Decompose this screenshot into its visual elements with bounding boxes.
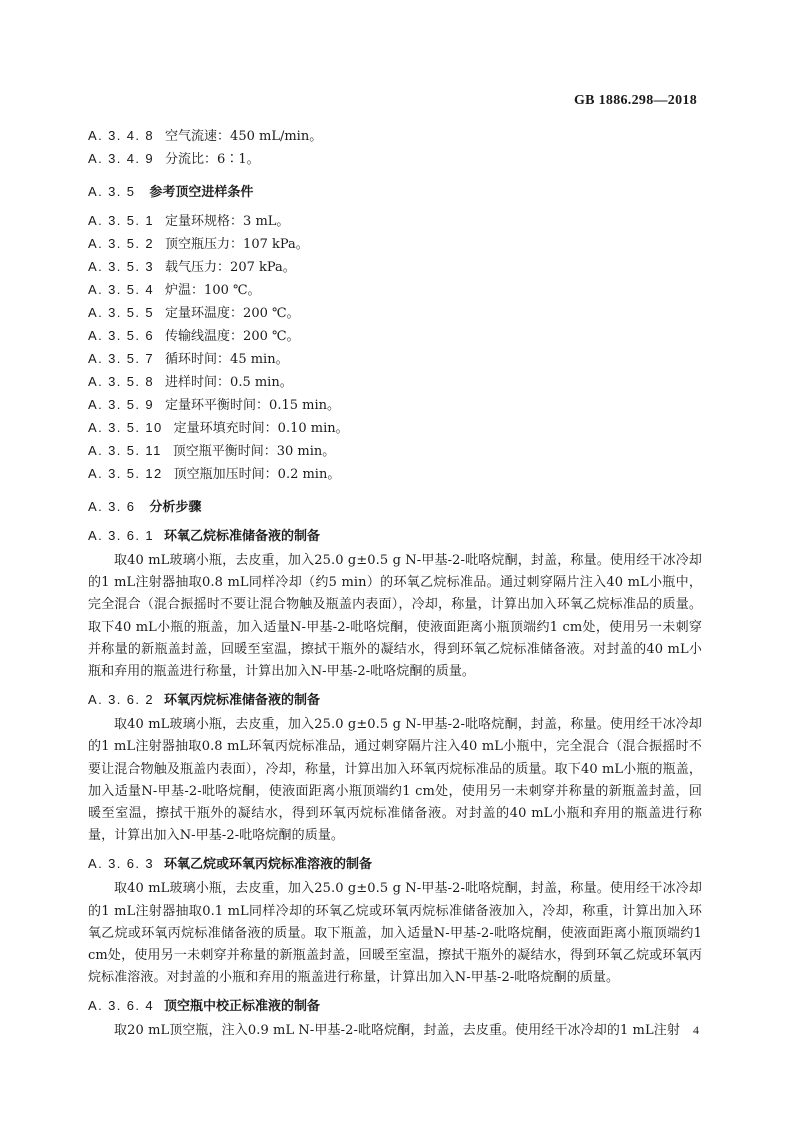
- section-heading-a35: [88, 181, 702, 204]
- clause-text: 传输线温度：200 ℃。: [165, 329, 300, 344]
- clause-text: 载气压力：207 kPa。: [165, 260, 296, 275]
- subsection-heading-a361: [88, 525, 702, 548]
- clause-text: 定量环填充时间：0.10 min。: [173, 421, 349, 436]
- clause-number: A. 3. 5. 11: [88, 443, 162, 458]
- clause-number: A. 3. 5. 7: [88, 351, 155, 366]
- clause-item: [88, 348, 702, 371]
- clause-text: 定量环温度：200 ℃。: [165, 306, 300, 321]
- clause-item: [88, 394, 702, 417]
- clause-item: [88, 371, 702, 394]
- subsection-title: 环氧乙烷标准储备液的制备: [164, 529, 321, 544]
- section-title: 分析步骤: [149, 500, 202, 515]
- subsection-heading-a364: [88, 995, 702, 1018]
- clause-item: [88, 279, 702, 302]
- clause-text: 定量环平衡时间：0.15 min。: [165, 398, 340, 413]
- clause-item: [88, 210, 702, 233]
- clause-text: 顶空瓶压力：107 kPa。: [165, 237, 309, 252]
- subsection-number: A. 3. 6. 3: [88, 856, 155, 872]
- clause-text: 空气流速：450 mL/min。: [165, 129, 323, 144]
- subsection-title: 环氧丙烷标准储备液的制备: [164, 693, 321, 709]
- paragraph-a362: 取40 mL玻璃小瓶，去皮重，加入25.0 g±0.5 g N-甲基-2-吡咯烷酮，封盖，称量。使用经干冰冷却的1 mL注射器抽取0.8 mL环氧丙烷标准品，通过刺穿隔片注入40 mL小瓶中，完全混合（混合振摇时不要让混合物触及瓶盖内表面），冷却，称量，计算出加入环氧丙烷标准品的质量。取下40 mL小瓶的瓶盖，加入适量N-甲基-2-吡咯烷酮，使液面距离小瓶顶端约1 cm处，使用另一未刺穿并称量的新瓶盖封盖，回暖至室温，擦拭干瓶外的凝结水，得到环氧丙烷标准储备液。对封盖的40 mL小瓶和弃用的瓶盖进行称量，计算出加入N-甲基-2-吡咯烷酮的质量。: [88, 717, 702, 844]
- clause-number: A. 3. 5. 9: [88, 397, 155, 412]
- clause-number: A. 3. 5. 10: [88, 420, 163, 435]
- clause-item: [88, 233, 702, 256]
- document-body: [88, 125, 702, 1047]
- clause-item: [88, 125, 702, 148]
- clause-text: 循环时间：45 min。: [165, 352, 289, 367]
- clause-item: [88, 302, 702, 325]
- section-title: 参考顶空进样条件: [149, 185, 254, 200]
- clause-text: 顶空瓶平衡时间：30 min。: [172, 444, 336, 459]
- clause-number: A. 3. 5. 12: [88, 466, 163, 481]
- clause-item: [88, 148, 702, 171]
- clause-number: A. 3. 5. 5: [88, 305, 155, 320]
- clause-number: A. 3. 5. 2: [88, 236, 155, 251]
- clause-number: A. 3. 5. 4: [88, 282, 155, 297]
- clause-number: A. 3. 5. 6: [88, 328, 155, 343]
- clause-number: A. 3. 5. 3: [88, 259, 155, 274]
- paragraph-a364: 取20 mL顶空瓶，注入0.9 mL N-甲基-2-吡咯烷酮，封盖，去皮重。使用经干冰冷却的1 mL注射: [114, 1023, 680, 1039]
- clause-number: A. 3. 5. 8: [88, 374, 155, 389]
- clause-number: A. 3. 4. 8: [88, 128, 155, 143]
- clause-item: [88, 325, 702, 348]
- clause-group-a34: [88, 125, 702, 171]
- subsection-number: A. 3. 6. 2: [88, 692, 155, 708]
- subsection-heading-a363: [88, 853, 702, 876]
- subsection-title: 顶空瓶中校正标准液的制备: [164, 999, 321, 1015]
- subsection-title: 环氧乙烷或环氧丙烷标准溶液的制备: [164, 857, 373, 873]
- paragraph-a363: 取40 mL玻璃小瓶，去皮重，加入25.0 g±0.5 g N-甲基-2-吡咯烷酮，封盖，称量。使用经干冰冷却的1 mL注射器抽取0.1 mL同样冷却的环氧乙烷或环氧丙烷标准储备液加入，冷却，称重，计算出加入环氧乙烷或环氧丙烷标准储备液的质量。取下瓶盖，加入适量N-甲基-2-吡咯烷酮，使液面距离小瓶顶端约1 cm处，使用另一未刺穿并称量的新瓶盖封盖，回暖至室温，擦拭干瓶外的凝结水，得到环氧乙烷或环氧丙烷标准溶液。对封盖的小瓶和弃用的瓶盖进行称量，计算出加入N-甲基-2-吡咯烷酮的质量。: [88, 881, 702, 986]
- section-heading-a36: [88, 496, 702, 519]
- clause-text: 顶空瓶加压时间：0.2 min。: [173, 467, 341, 482]
- subsection-number: A. 3. 6. 4: [88, 998, 155, 1014]
- clause-item: [88, 463, 702, 486]
- subsection-heading-a362: [88, 689, 702, 712]
- clause-number: A. 3. 5. 1: [88, 213, 155, 228]
- clause-number: A. 3. 4. 9: [88, 151, 155, 166]
- clause-item: [88, 256, 702, 279]
- section-number: A. 3. 5: [88, 184, 136, 199]
- clause-text: 进样时间：0.5 min。: [165, 375, 293, 390]
- page-number: 4: [693, 1023, 699, 1037]
- clause-text: 分流比：6∶1。: [165, 152, 260, 167]
- clause-text: 炉温：100 ℃。: [165, 283, 261, 298]
- section-number: A. 3. 6: [88, 499, 136, 514]
- clause-group-a35: [88, 210, 702, 486]
- clause-item: [88, 440, 702, 463]
- subsection-number: A. 3. 6. 1: [88, 528, 155, 543]
- standard-code: GB 1886.298—2018: [573, 93, 697, 108]
- clause-text: 定量环规格：3 mL。: [165, 214, 290, 229]
- clause-item: [88, 417, 702, 440]
- paragraph-a361: 取40 mL玻璃小瓶，去皮重，加入25.0 g±0.5 g N-甲基-2-吡咯烷酮，封盖，称量。使用经干冰冷却的1 mL注射器抽取0.8 mL同样冷却（约5 min）的环氧乙烷标准品。通过刺穿隔片注入40 mL小瓶中，完全混合（混合振摇时不要让混合物触及瓶盖内表面），冷却，称量，计算出加入环氧乙烷标准品的质量。取下40 mL小瓶的瓶盖，加入适量N-甲基-2-吡咯烷酮，使液面距离小瓶顶端约1 cm处，使用另一未刺穿并称量的新瓶盖封盖，回暖至室温，擦拭干瓶外的凝结水，得到环氧乙烷标准储备液。对封盖的40 mL小瓶和弃用的瓶盖进行称量，计算出加入N-甲基-2-吡咯烷酮的质量。: [88, 553, 702, 680]
